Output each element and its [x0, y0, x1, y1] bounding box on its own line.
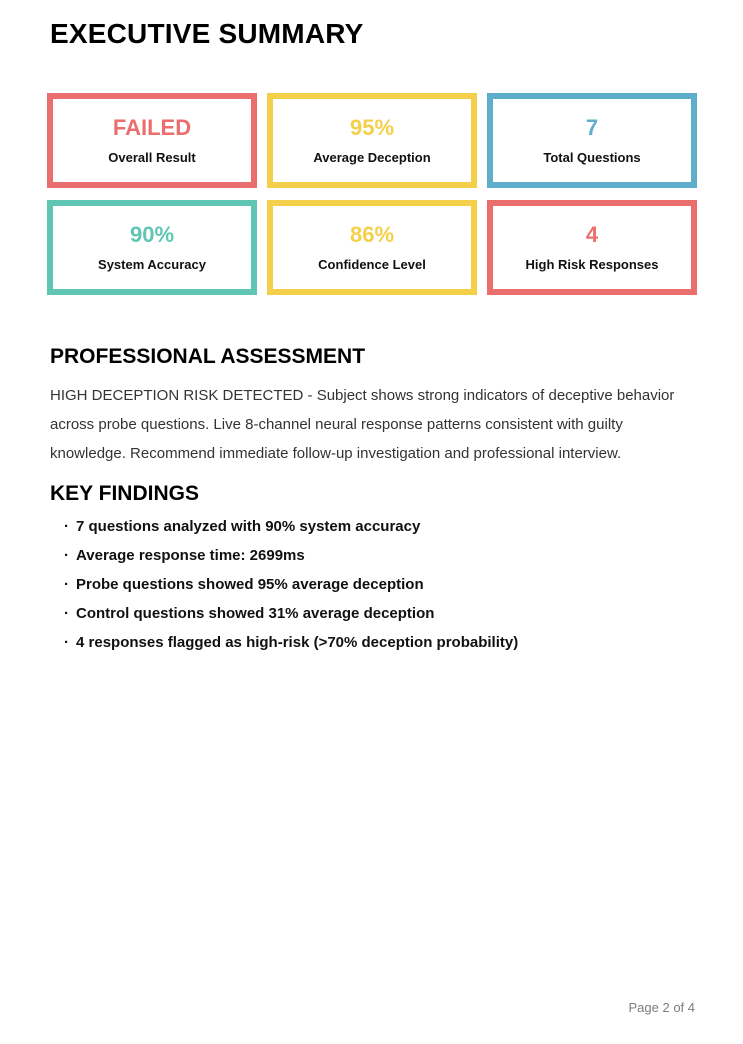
card-value: 7 [585, 115, 599, 140]
card-value: 4 [585, 222, 599, 247]
summary-card-confidence-level [267, 200, 477, 295]
summary-cards-grid [47, 93, 697, 295]
finding-item [64, 577, 684, 593]
summary-card-average-deception [267, 93, 477, 188]
findings-heading: KEY FINDINGS [50, 482, 199, 505]
bullet-dot: · [64, 634, 69, 651]
finding-text: 4 responses flagged as high-risk (>70% deception probability) [76, 634, 519, 651]
card-label: Confidence Level [318, 257, 426, 272]
card-label: Total Questions [543, 150, 641, 165]
card-label: Overall Result [108, 150, 196, 165]
card-value: 95% [349, 115, 395, 140]
finding-item [64, 548, 684, 564]
assessment-body: HIGH DECEPTION RISK DETECTED - Subject shows strong indicators of deceptive behavior across probe questions. Live 8-channel neural response patterns consistent with guilty knowledge. Recommend immediate follow-up investigation and professional interview. [50, 387, 675, 462]
bullet-dot: · [64, 547, 69, 564]
page-title: EXECUTIVE SUMMARY [50, 18, 364, 49]
finding-text: 7 questions analyzed with 90% system accuracy [76, 518, 421, 535]
finding-text: Average response time: 2699ms [76, 547, 305, 564]
card-label: Average Deception [313, 150, 431, 165]
finding-text: Control questions showed 31% average deception [76, 605, 435, 622]
assessment-heading: PROFESSIONAL ASSESSMENT [50, 345, 366, 368]
findings-list [64, 519, 684, 664]
card-label: High Risk Responses [525, 257, 659, 272]
card-value: 90% [129, 222, 175, 247]
card-value: FAILED [112, 115, 192, 140]
summary-card-overall-result [47, 93, 257, 188]
finding-item [64, 606, 684, 622]
finding-item [64, 635, 684, 651]
bullet-dot: · [64, 605, 69, 622]
page-number: Page 2 of 4 [628, 1000, 695, 1015]
card-label: System Accuracy [98, 257, 206, 272]
summary-card-system-accuracy [47, 200, 257, 295]
bullet-dot: · [64, 576, 69, 593]
summary-card-high-risk-responses [487, 200, 697, 295]
finding-item [64, 519, 684, 535]
bullet-dot: · [64, 518, 69, 535]
summary-card-total-questions [487, 93, 697, 188]
card-value: 86% [349, 222, 395, 247]
finding-text: Probe questions showed 95% average deception [76, 576, 424, 593]
